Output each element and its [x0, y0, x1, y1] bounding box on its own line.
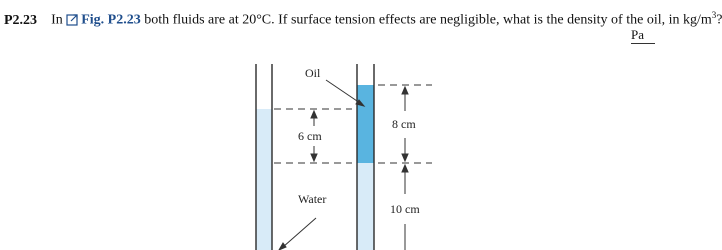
- leader-lines: [279, 80, 364, 250]
- height-6cm-label: 6 cm: [298, 129, 322, 143]
- water-right-column: [357, 163, 374, 250]
- unit-exponent: 3: [711, 10, 717, 20]
- page-tab[interactable]: Pa: [631, 27, 655, 44]
- figure-reference-link[interactable]: Fig. P2.23: [81, 12, 141, 28]
- problem-number: P2.23: [4, 12, 38, 28]
- height-8cm-label: 8 cm: [392, 117, 416, 131]
- height-10cm-label: 10 cm: [390, 202, 420, 216]
- water-left-column: [256, 109, 272, 250]
- level-dashed-lines: [274, 85, 432, 250]
- problem-trailing: ?: [716, 12, 722, 28]
- water-label: Water: [298, 192, 327, 206]
- oil-label: Oil: [305, 66, 321, 80]
- problem-lead: In: [51, 12, 63, 28]
- oil-column: [357, 85, 374, 163]
- problem-text: both fluids are at 20°C. If surface tension effects are negligible, what is the density of the oil, in kg/m: [144, 12, 712, 28]
